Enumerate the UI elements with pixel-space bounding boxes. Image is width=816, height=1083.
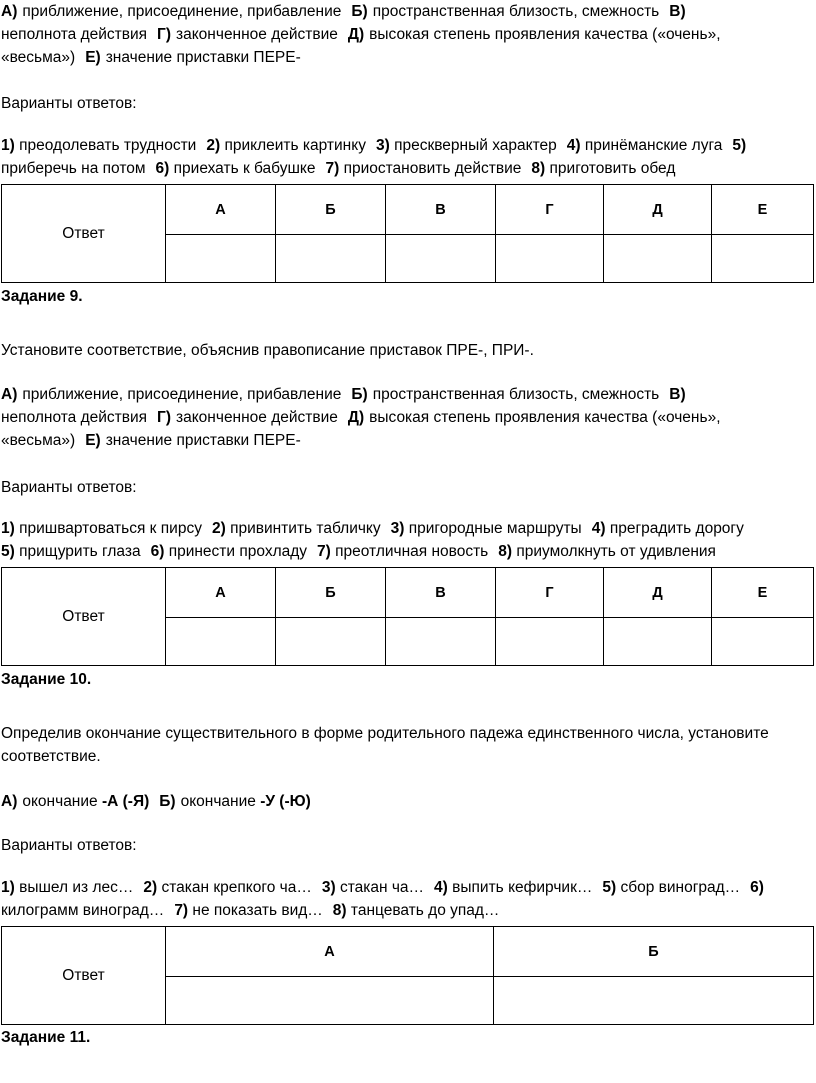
task-heading: Задание 10.	[1, 671, 92, 688]
column-header: А	[166, 927, 494, 977]
column-header: Б	[276, 185, 386, 235]
answer-label: Ответ	[2, 927, 166, 1025]
answer-cell[interactable]	[276, 235, 386, 283]
column-header: В	[386, 568, 496, 618]
options-line: «весьма») Е) значение приставки ПЕРЕ-	[1, 432, 301, 449]
answer-cell[interactable]	[494, 977, 814, 1025]
column-header: А	[166, 185, 276, 235]
column-header: Г	[496, 568, 604, 618]
column-header: Е	[712, 185, 814, 235]
options-line: неполнота действия Г) законченное действие Д) высокая степень проявления качества («очень»,	[1, 409, 721, 426]
options-line: неполнота действия Г) законченное действие Д) высокая степень проявления качества («очень»,	[1, 26, 721, 43]
options-line: А) приближение, присоединение, прибавление Б) пространственная близость, смежность В)	[1, 3, 686, 20]
task-instruction: Определив окончание существительного в форме родительного падежа единственного числа, установите	[1, 725, 769, 742]
column-header: Б	[494, 927, 814, 977]
answers-line: 1) вышел из лес… 2) стакан крепкого ча… 3) стакан ча… 4) выпить кефирчик… 5) сбор виноград… 6)	[1, 879, 764, 896]
answer-cell[interactable]	[386, 618, 496, 666]
options-line: А) приближение, присоединение, прибавление Б) пространственная близость, смежность В)	[1, 386, 686, 403]
column-header: Д	[604, 185, 712, 235]
task-instruction: Установите соответствие, объяснив правописание приставок ПРЕ-, ПРИ-.	[1, 342, 534, 359]
answer-cell[interactable]	[712, 618, 814, 666]
answer-cell[interactable]	[166, 618, 276, 666]
task-instruction: соответствие.	[1, 748, 101, 765]
column-header: Е	[712, 568, 814, 618]
column-header: В	[386, 185, 496, 235]
variants-label: Варианты ответов:	[1, 479, 137, 496]
answer-cell[interactable]	[276, 618, 386, 666]
answer-cell[interactable]	[712, 235, 814, 283]
answers-line: 5) прищурить глаза 6) принести прохладу 7) преотличная новость 8) приумолкнуть от удивления	[1, 543, 716, 560]
answer-label: Ответ	[2, 185, 166, 283]
answer-table	[1, 567, 814, 666]
answer-cell[interactable]	[604, 235, 712, 283]
variants-label: Варианты ответов:	[1, 95, 137, 112]
answer-cell[interactable]	[496, 618, 604, 666]
task-heading: Задание 11.	[1, 1029, 91, 1046]
answers-line: 1) преодолевать трудности 2) приклеить картинку 3) прескверный характер 4) принёманские луга 5)	[1, 137, 747, 154]
answer-table	[1, 926, 814, 1025]
answers-line: 1) пришвартоваться к пирсу 2) привинтить табличку 3) пригородные маршруты 4) преградить дорогу	[1, 520, 744, 537]
answer-cell[interactable]	[604, 618, 712, 666]
column-header: Г	[496, 185, 604, 235]
answer-cell[interactable]	[166, 235, 276, 283]
column-header: Б	[276, 568, 386, 618]
answers-line: килограмм виноград… 7) не показать вид… 8) танцевать до упад…	[1, 902, 500, 919]
options-line: «весьма») Е) значение приставки ПЕРЕ-	[1, 49, 301, 66]
answer-cell[interactable]	[386, 235, 496, 283]
answers-line: приберечь на потом 6) приехать к бабушке 7) приостановить действие 8) приготовить обед	[1, 160, 676, 177]
column-header: Д	[604, 568, 712, 618]
answer-table	[1, 184, 814, 283]
column-header: А	[166, 568, 276, 618]
task-heading: Задание 9.	[1, 288, 83, 305]
variants-label: Варианты ответов:	[1, 837, 137, 854]
answer-label: Ответ	[2, 568, 166, 666]
options-line: А) окончание -А (-Я) Б) окончание -У (-Ю)	[1, 793, 311, 810]
answer-cell[interactable]	[496, 235, 604, 283]
answer-cell[interactable]	[166, 977, 494, 1025]
